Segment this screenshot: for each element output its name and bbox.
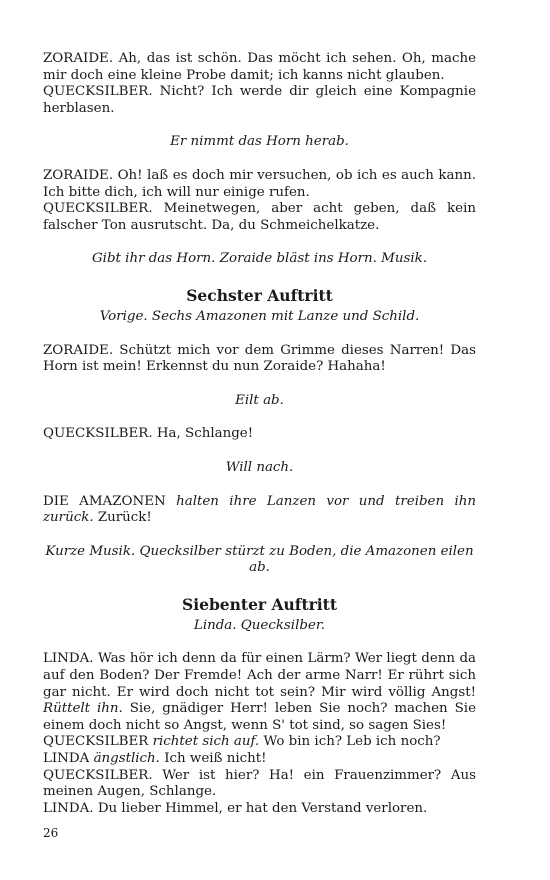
dialogue-paragraph — [43, 426, 476, 443]
page-text — [43, 51, 476, 817]
stage-direction-inline: richtet sich auf. — [152, 734, 260, 750]
text-run: LINDA. Du lieber Himmel, er hat den Verstand verloren. — [43, 800, 428, 816]
text-run: Zurück! — [93, 510, 152, 526]
stage-direction-inline: ängstlich. — [93, 751, 160, 767]
text-run: Wo bin ich? Leb ich noch? — [259, 734, 441, 750]
text-run: DIE AMAZONEN — [43, 493, 177, 509]
text-run: QUECKSILBER — [43, 734, 153, 750]
dialogue-paragraph — [43, 51, 476, 84]
text-run: ZORAIDE. Ah, das ist schön. Das möcht ich sehen. Oh, mache mir doch eine kleine Probe damit; ich kanns nicht glauben. — [43, 51, 476, 83]
stage-direction-inline: halten ihre Lanzen vor und treiben ihn zurück. — [43, 493, 477, 526]
dialogue-paragraph — [43, 201, 476, 234]
dialogue-paragraph — [43, 84, 476, 117]
dialogue-paragraph — [43, 494, 476, 527]
text-run: Sie, gnädiger Herr! leben Sie noch? machen Sie einem doch nicht so Angst, wenn S' tot sind, so sagen Sies! — [43, 701, 476, 733]
stage-direction: Linda. Quecksilber. — [193, 617, 326, 633]
text-run: LINDA. Was hör ich denn da für einen Lärm? Wer liegt denn da auf den Boden? Der Fremde! Ach der arme Narr! Er rührt sich gar nicht. Er wird doch nicht tot sein? Mir wird völlig Angst! — [43, 651, 476, 700]
stage-direction: Eilt ab. — [235, 392, 284, 408]
dialogue-paragraph — [43, 751, 476, 768]
dialogue-paragraph — [43, 801, 476, 818]
stage-direction: Kurze Musik. Quecksilber stürzt zu Boden, die Amazonen eilen ab. — [45, 543, 474, 576]
text-run: Ich weiß nicht! — [159, 751, 267, 767]
text-run: QUECKSILBER. Ha, Schlange! — [43, 426, 254, 442]
text-run: LINDA — [43, 751, 94, 767]
text-run: QUECKSILBER. Wer ist hier? Ha! ein Frauenzimmer? Aus meinen Augen, Schlange. — [43, 767, 476, 800]
stage-direction: Vorige. Sechs Amazonen mit Lanze und Schild. — [99, 308, 420, 324]
stage-direction: Gibt ihr das Horn. Zoraide bläst ins Horn. Musik. — [91, 251, 428, 267]
stage-direction: Will nach. — [225, 459, 294, 475]
stage-direction-inline: Rüttelt ihn. — [43, 701, 123, 717]
text-run: ZORAIDE. Oh! laß es doch mir versuchen, ob ich es auch kann. Ich bitte dich, ich will nur einige rufen. — [43, 167, 476, 200]
text-run: QUECKSILBER. Meinetwegen, aber acht geben, daß kein falscher Ton ausrutscht. Da, du Schmeichelkatze. — [43, 201, 476, 233]
dialogue-paragraph — [43, 734, 476, 751]
scene-heading: Sechster Auftritt — [186, 285, 333, 305]
scene-heading: Siebenter Auftritt — [182, 594, 337, 614]
dialogue-paragraph — [43, 651, 476, 734]
stage-direction: Er nimmt das Horn herab. — [170, 134, 349, 150]
dialogue-paragraph — [43, 343, 476, 376]
text-run: ZORAIDE. Schützt mich vor dem Grimme dieses Narren! Das Horn ist mein! Erkennst du nun Zoraide? Hahaha! — [43, 342, 476, 375]
page-number: 26 — [43, 826, 59, 840]
dialogue-paragraph — [43, 168, 476, 201]
text-run: QUECKSILBER. Nicht? Ich werde dir gleich eine Kompagnie herblasen. — [43, 84, 476, 116]
dialogue-paragraph — [43, 768, 476, 801]
